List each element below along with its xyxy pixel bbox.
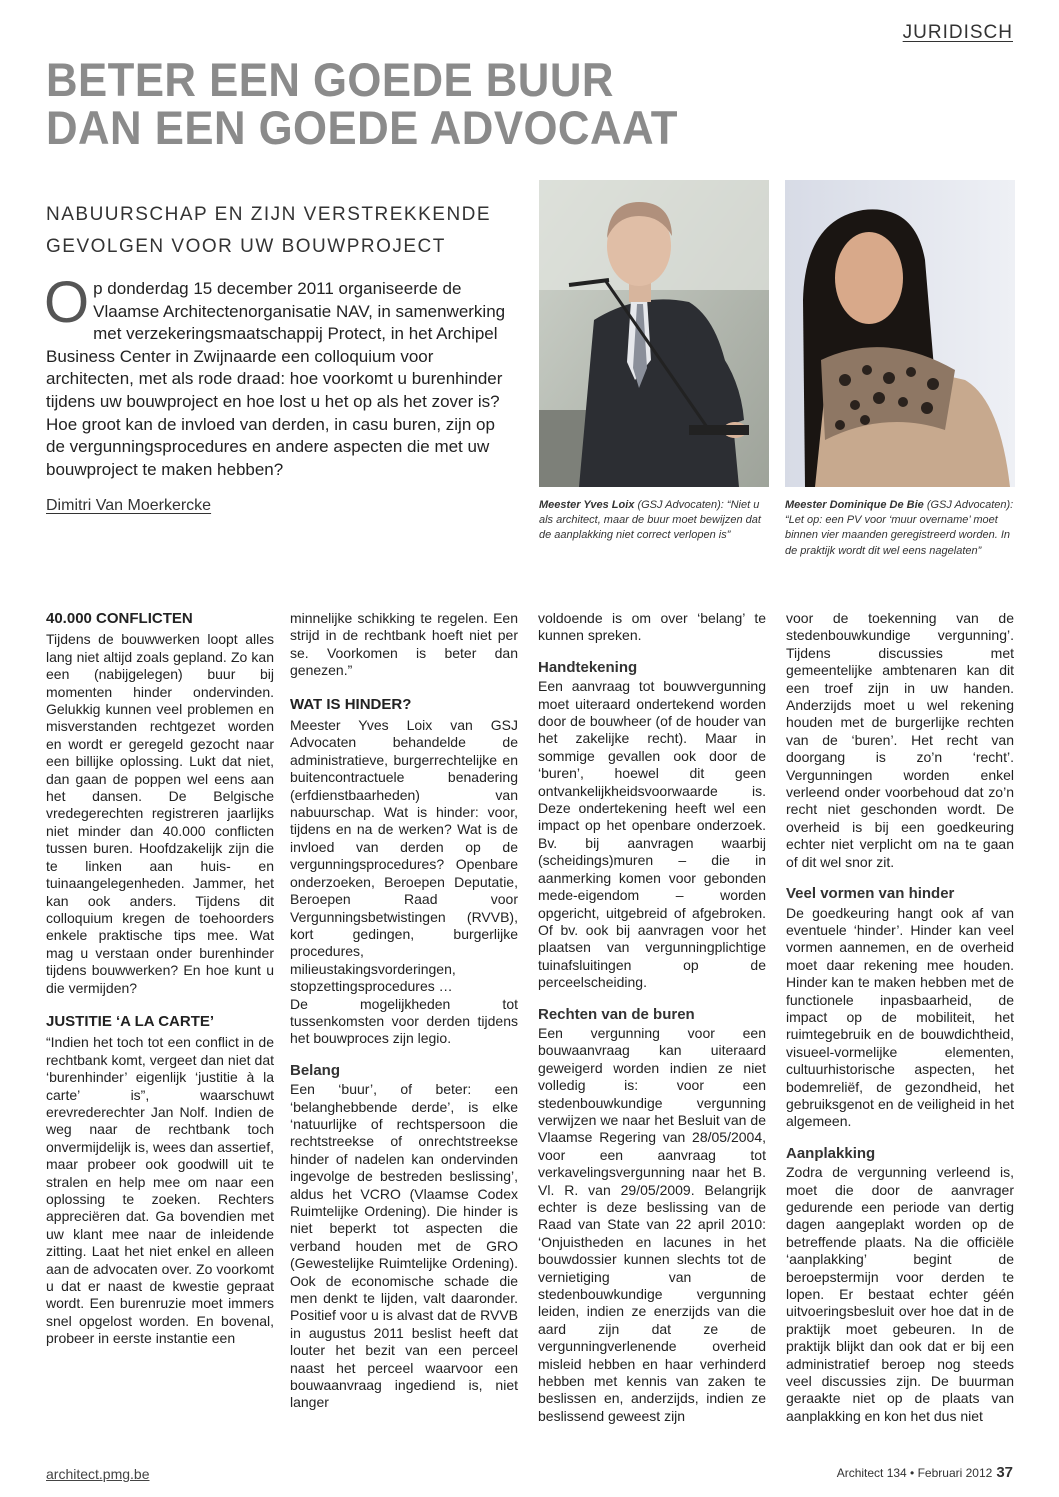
heading-40000-conflicten: 40.000 CONFLICTEN bbox=[46, 610, 193, 627]
paragraph-vormen: De goedkeuring hangt ook af van eventuele ‘hinder’. Hinder kan veel vormen aannemen, en de overheid moet daar rekening mee houden. Hinder kan te maken hebben met de functionele inpasbaarheid, de impact op de mobiliteit, het ruimtegebruik en de bouwdichtheid, visueel-vormelijke elementen, cultuurhistorische aspecten, het bodemreliëf, de gezondheid, het gebruiksgenot en de veiligheid in het algemeen. bbox=[786, 904, 1014, 1130]
section-tag: JURIDISCH bbox=[902, 22, 1013, 43]
subheadline bbox=[46, 199, 516, 263]
paragraph-aanplakking: Zodra de vergunning verleend is, moet die door de aanvrager gedurende een periode van dertig dagen aangeplakt worden op de betreffende plaats. Na die officiële ‘aanplakking’ begint de beroepstermijn voor derden te lopen. Er bestaat echter géén uitvoeringsbesluit over hoe dat in de praktijk moet gebeuren. In de praktijk blijkt dan ook dat er bij een administratief beroep nog steeds veel discussies zijn. De buurman geraakte niet op de plaats van aanplakking en kon het dus niet bbox=[786, 1164, 1014, 1424]
heading-aanplakking: Aanplakking bbox=[786, 1144, 876, 1162]
page-number: 37 bbox=[996, 1464, 1013, 1481]
caption-2-name: Meester Dominique De Bie bbox=[785, 499, 924, 511]
photo-yves-loix bbox=[539, 180, 769, 487]
author-byline: Dimitri Van Moerkercke bbox=[46, 497, 212, 514]
photo-caption-1 bbox=[539, 498, 771, 544]
lead-paragraph bbox=[44, 270, 510, 481]
heading-wat-is-hinder: WAT IS HINDER? bbox=[290, 695, 412, 713]
paragraph-handtekening: Een aanvraag tot bouwvergunning moet uiteraard ondertekend worden door de bouwheer (of de houder van het zakelijke recht). Maar in sommige gevallen ook door de ‘buren’, hoewel dit geen ontvankelijkheidsvoorwaarde is. Deze ondertekening heeft wel een impact op het openbare onderzoek. Bv. bij aanvragen waarbij (scheidings)muren – die in aanmerking komen voor gebonden mede-eigendom – worden opgericht, uitgebreid of afgebroken. Of bv. ook bij aanvragen voor het plaatsen van vergunningplichtige tuinafsluitingen op de perceelscheiding. bbox=[538, 678, 766, 991]
article-column-4 bbox=[786, 610, 1014, 1425]
subheadline-line-2: GEVOLGEN VOOR UW BOUWPROJECT bbox=[46, 236, 446, 257]
headline bbox=[46, 53, 697, 154]
headline-line-2: DAN EEN GOEDE ADVOCAAT bbox=[46, 101, 678, 154]
photo-caption-2 bbox=[785, 498, 1017, 559]
heading-veel-vormen-van-hinder: Veel vormen van hinder bbox=[786, 885, 955, 903]
headline-line-1: BETER EEN GOEDE BUUR bbox=[46, 53, 614, 106]
footer-website-link[interactable]: architect.pmg.be bbox=[46, 1466, 150, 1482]
paragraph-rechten: Een vergunning voor een bouwaanvraag kan uiteraard geweigerd worden indien ze niet volledig is: voor een stedenbouwkundige vergunning verwijzen we naar het Besluit van de Vlaamse Regering van 28/05/2004, voor een aanvraag tot verkavelingsvergunning naar het B. Vl. R. van 29/05/2009. Belangrijk echter is deze beslissing van de Raad van State van 22 april 2010: ‘Onjuistheden en lacunes in het bouwdossier kunnen slechts tot de vernietiging van de stedenbouwkundige vergunning leiden, indien ze enerzijds van die aard zijn dat ze de vergunningverlenende overheid misleid hebben en haar verhinderd hebben met kennis van zaken te beslissen en, anderzijds, indien ze beslissend geweest zijn bbox=[538, 1024, 766, 1424]
paragraph-belang: Een ‘buur’, of beter: een ‘belanghebbende derde’, is elke ‘natuurlijke of rechtspersoon die rechtstreekse of onrechtstreekse hinder of nadelen kan ondervinden ingevolge de bestreden beslissing’, aldus het VCRO (Vlaamse Codex Ruimtelijke Ordening). Die hinder is niet beperkt tot aspecten die verband houden met de GRO (Gewestelijke Ruimtelijke Ordening). Ook de economische schade die men denkt te lijden, valt daaronder. Positief voor u is alvast dat de RVVB in augustus 2011 beslist heeft dat louter het bezit van een perceel naast het perceel waarvoor een bouwaanvraag ingediend is, niet langer bbox=[290, 1081, 518, 1411]
caption-2-text: (GSJ Advocaten): “Let op: een PV voor ‘muur overname’ moet binnen vier maanden geregistreerd worden. In de praktijk wordt dit wel eens nagelaten” bbox=[785, 499, 1014, 557]
heading-rechten-van-de-buren: Rechten van de buren bbox=[538, 1005, 695, 1023]
heading-handtekening: Handtekening bbox=[538, 658, 638, 676]
paragraph-justitie: “Indien het toch tot een conflict in de rechtbank komt, vergeet dan niet dat ‘burenhinder’ eigenlijk ‘justitie à la carte’ is”, waarschuwt erevrederechter Jan Nolf. Indien de weg naar de rechtbank toch onvermijdelijk is, wees dan assertief, maar probeer ook goodwill uit te stralen en help mee om naar een oplossing te zoeken. Rechters appreciëren dat. Ga bovendien met uw klant mee naar de inleidende zitting. Laat het niet enkel en alleen aan de advocaten over. Zo voorkomt u dat er naast de kwestie gepraat wordt. Een burenruzie moet immers snel opgelost worden. En bovenal, probeer in eerste instantie een bbox=[46, 1034, 274, 1347]
article-column-1 bbox=[46, 610, 274, 1348]
heading-belang: Belang bbox=[290, 1061, 341, 1079]
footer-issue-info bbox=[837, 1464, 1013, 1481]
article-column-3 bbox=[538, 610, 766, 1425]
footer-issue: Architect 134 • Februari 2012 bbox=[836, 1466, 993, 1480]
article-column-2 bbox=[290, 610, 518, 1412]
paragraph-belang-continued: voldoende is om over ‘belang’ te kunnen spreken. bbox=[538, 610, 766, 644]
paragraph-hinder-2: De mogelijkheden tot tussenkomsten voor derden tijdens het bouwproces zijn legio. bbox=[290, 995, 518, 1047]
drop-cap: O bbox=[44, 270, 90, 335]
paragraph-justitie-continued: minnelijke schikking te regelen. Een strijd in de rechtbank hoeft niet per se. Voorkomen is beter dan genezen.” bbox=[290, 610, 518, 679]
caption-1-text: (GSJ Advocaten): “Niet u als architect, maar de buur moet bewijzen dat de aanplakking niet correct verlopen is” bbox=[539, 499, 761, 542]
paragraph-hinder-1: Meester Yves Loix van GSJ Advocaten behandelde de administratieve, burgerrechtelijke en buitencontractuele benadering (erfdienstbaarheden) van nabuurschap. Wat is hinder: voor, tijdens en na de werken? Wat is de invloed van derden op de vergunningsprocedures? Openbare onderzoeken, Beroepen Deputatie, Beroepen Raad voor Vergunningsbetwistingen (RVVB), kort gedingen, burgerlijke procedures, milieustakingsvorderingen, stopzettingsprocedures … bbox=[290, 717, 518, 995]
paragraph-rechten-continued: voor de toekenning van de stedenbouwkundige vergunning’. Tijdens discussies met gemeentelijke ambtenaren kan dit een troef zijn in uw handen. Anderzijds moet u wel rekening houden met de burgerlijke rechten van de ‘buren’. Het recht van doorgang is zo’n ‘recht’. Vergunningen worden enkel verleend onder voorbehoud dat zo’n recht niet geschonden wordt. De overheid is bij een goedkeuring echter niet verplicht om na te gaan of dit wel snor zit. bbox=[786, 610, 1014, 870]
heading-justitie-a-la-carte: JUSTITIE ‘A LA CARTE’ bbox=[46, 1012, 215, 1030]
subheadline-line-1: NABUURSCHAP EN ZIJN VERSTREKKENDE bbox=[46, 204, 492, 225]
paragraph-conflicten: Tijdens de bouwwerken loopt alles lang niet altijd zoals gepland. Zo kan een (nabijgelegen) buur bij momenten hinder ondervinden. Gelukkig kunnen veel problemen en misverstanden rechtgezet worden en wordt er geregeld gezocht naar een billijke oplossing. Lukt dat niet, dan gaan de poppen wel eens aan het dansen. De Belgische vredegerechten registreren jaarlijks niet minder dan 40.000 conflicten tussen buren. Hoofdzakelijk zijn die te linken aan huis- en tuinaangelegenheden. Jammer, het kan ook anders. Tijdens dit colloquium kregen de toehoorders enkele praktische tips mee. Wat mag u verstaan onder burenhinder tijdens bouwwerken? En hoe kunt u die vermijden? bbox=[46, 631, 274, 996]
lead-text: p donderdag 15 december 2011 organiseerde de Vlaamse Architectenorganisatie NAV, in samenwerking met verzekeringsmaatschappij Protect, in het Archipel Business Center in Zwijnaarde een colloquium voor architecten, met als rode draad: hoe voorkomt u burenhinder tijdens uw bouwproject en hoe lost u het op als het zover is? Hoe groot kan de invloed van derden, in casu buren, zijn op de vergunningsprocedures en andere aspecten die met uw bouwproject te maken hebben? bbox=[46, 279, 506, 479]
photo-dominique-de-bie bbox=[785, 180, 1015, 487]
caption-1-name: Meester Yves Loix bbox=[539, 499, 635, 511]
